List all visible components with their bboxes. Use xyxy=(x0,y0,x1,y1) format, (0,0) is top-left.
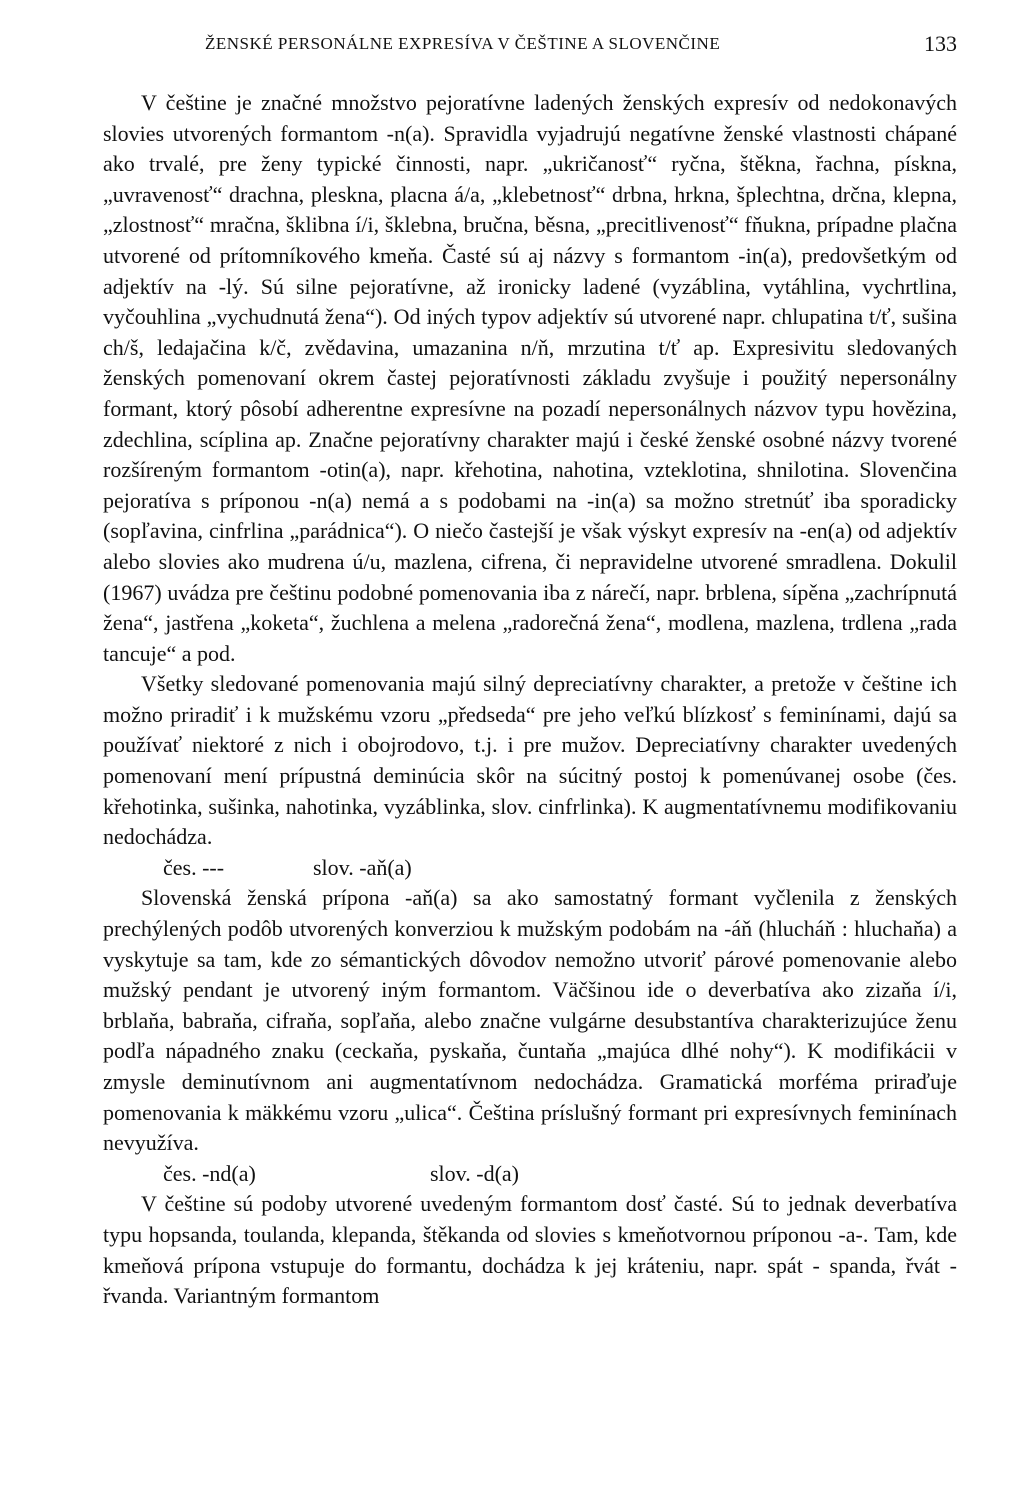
page-header xyxy=(205,31,957,64)
paragraph: V češtine sú podoby utvorené uvedeným formantom dosť časté. Sú to jednak deverbatíva typu hopsanda, toulanda, klepanda, štěkanda od slovies s kmeňotvornou príponou -a-. Tam, kde kmeňová prípona vstupuje do formantu, dochádza k jej kráteniu, napr. spát - spanda, řvát - řvanda. Variantným formantom xyxy=(103,1191,957,1309)
page-number: 133 xyxy=(924,31,957,56)
formant-slovak: slov. -aň(a) xyxy=(313,854,412,880)
running-title: ŽENSKÉ PERSONÁLNE EXPRESÍVA V ČEŠTINE A SLOVENČINE xyxy=(205,34,721,53)
paragraph: Slovenská ženská prípona -aň(a) sa ako samostatný formant vyčlenila z ženských prechýlených podôb utvorených konverziou k mužským podobám na -áň (hlucháň : hluchaňa) a vyskytuje sa tam, kde zo sémantických dôvodov nemožno utvoriť párové pomenovanie alebo mužský pendant je utvorený iným formantom. Väčšinou ide o deverbatíva ako zizaňa í/i, brblaňa, babraňa, cifraňa, sopľaňa, alebo značne vulgárne desubstantíva charakterizujúce ženu podľa nápadného znaku (ceckaňa, pyskaňa, čuntaňa „majúca dlhé nohy“). K modifikácii v zmysle deminutívnom ani augmentatívnom nedochádza. Gramatická morféma priraďuje pomenovania k mäkkému vzoru „ulica“. Čeština príslušný formant pri expresívnych feminínach nevyužíva. xyxy=(103,885,957,1156)
formant-pair xyxy=(103,853,957,884)
paragraph: V češtine je značné množstvo pejoratívne ladených ženských expresív od nedokonavých slovies utvorených formantom -n(a). Spravidla vyjadrujú negatívne ženské vlastnosti chápané ako trvalé, pre ženy typické činnosti, napr. „ukričanosť“ ryčna, štěkna, řachna, pískna, „uvravenosť“ drachna, pleskna, placna á/a, „klebetnosť“ drbna, hrkna, šplechtna, drčna, klepna, „zlostnosť“ mračna, šklibna í/i, šklebna, bručna, běsna, „precitlivenosť“ fňukna, prípadne plačna utvorené od prítomníkového kmeňa. Časté sú aj názvy s formantom -in(a), predovšetkým od adjektív na -lý. Sú silne pejoratívne, až ironicky ladené (vyzáblina, vytáhlina, vychrtlina, vyčouhlina „vychudnutá žena“). Od iných typov adjektív sú utvorené napr. chlupatina t/ť, sušina ch/š, ledajačina k/č, zvědavina, umazanina n/ň, mrzutina t/ť ap. Expresivitu sledovaných ženských pomenovaní okrem častej pejoratívnosti základu zvyšuje i použitý nepersonálny formant, ktorý pôsobí adherentne expresívne na pozadí nepersonálnych názvov typu hovězina, zdechlina, scíplina ap. Značne pejoratívny charakter majú i české ženské osobné názvy tvorené rozšíreným formantom -otin(a), napr. křehotina, nahotina, vzteklotina, shnilotina. Slovenčina pejoratíva s príponou -n(a) nemá a s podobami na -in(a) sa možno stretnúť iba sporadicky (sopľavina, cinfrlina „parádnica“). O niečo častejší je však výskyt expresív na -en(a) od adjektív alebo slovies ako mudrena ú/u, mazlena, cifrena, či nepravidelne utvorené smradlena. Dokulil (1967) uvádza pre češtinu podobné pomenovania iba z nárečí, napr. brblena, sípěna „zachrípnutá žena“, jastřena „koketa“, žuchlena a melena „radorečná žena“, modlena, mazlena, trdlena „rada tancuje“ a pod. xyxy=(103,90,957,666)
page-body xyxy=(103,88,957,1312)
formant-pair xyxy=(103,1159,957,1190)
formant-czech: čes. -nd(a) xyxy=(163,1160,256,1186)
formant-czech: čes. --- xyxy=(163,854,225,880)
paragraph: Všetky sledované pomenovania majú silný depreciatívny charakter, a pretože v češtine ich možno priradiť i k mužskému vzoru „předseda“ pre jeho veľkú blízkosť s feminínami, dajú sa používať niektoré z nich i obojrodovo, t.j. i pre mužov. Depreciatívny charakter uvedených pomenovaní mení prípustná deminúcia skôr na súcitný postoj k pomenúvanej osobe (čes. křehotinka, sušinka, nahotinka, vyzáblinka, slov. cinfrlinka). K augmentatívnemu modifikovaniu nedochádza. xyxy=(103,671,957,850)
formant-slovak: slov. -d(a) xyxy=(430,1160,519,1186)
